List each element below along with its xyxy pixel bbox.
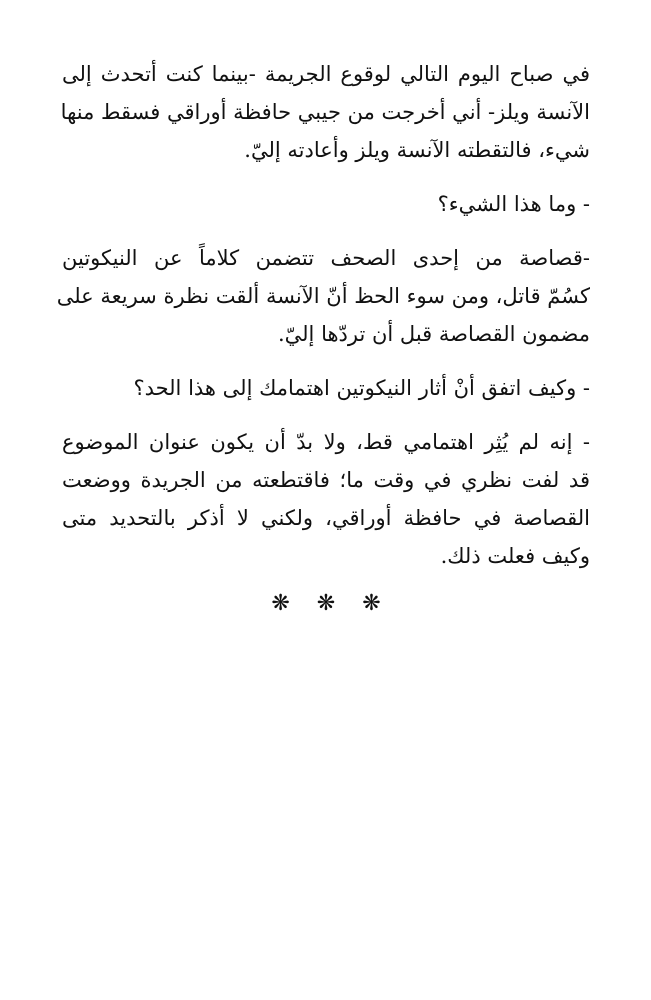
text-line: في صباح اليوم التالي لوقوع الجريمة -بينما كنت أتحدث إلى (62, 62, 590, 86)
book-page (56, 55, 590, 616)
section-separator (62, 591, 590, 616)
text-line: الآنسة ويلز- أني أخرجت من جيبي حافظة أوراقي فسقط منها (60, 100, 590, 124)
asterism-icon: ❋ (316, 591, 336, 616)
paragraph-5 (62, 423, 590, 575)
text-line: وكيف فعلت ذلك. (440, 544, 590, 568)
text-line: قد لفت نظري في وقت ما؛ فاقتطعته من الجريدة ووضعت (62, 468, 590, 492)
text-line: القصاصة في حافظة أوراقي، ولكني لا أذكر بالتحديد متى (62, 506, 590, 530)
text-line: مضمون القصاصة قبل أن تردّها إليّ. (277, 322, 590, 346)
dialogue-line: - وما هذا الشيء؟ (437, 192, 590, 216)
paragraph-3 (56, 239, 590, 353)
text-line: - إنه لم يُثِر اهتمامي قط، ولا بدّ أن يكون عنوان الموضوع (62, 430, 590, 454)
asterism-icon: ❋ (362, 591, 381, 616)
text-line: شيء، فالتقطته الآنسة ويلز وأعادته إليّ. (244, 138, 590, 162)
paragraph-2 (62, 185, 590, 223)
asterism-icon: ❋ (271, 591, 290, 616)
text-line: -قصاصة من إحدى الصحف تتضمن كلاماً عن النيكوتين (62, 246, 590, 270)
dialogue-line: - وكيف اتفق أنْ أثار النيكوتين اهتمامك إلى هذا الحد؟ (133, 376, 590, 400)
text-line: كسُمّ قاتل، ومن سوء الحظ أنّ الآنسة ألقت نظرة سريعة على (56, 284, 590, 308)
paragraph-1 (62, 55, 590, 169)
paragraph-4 (62, 369, 590, 407)
